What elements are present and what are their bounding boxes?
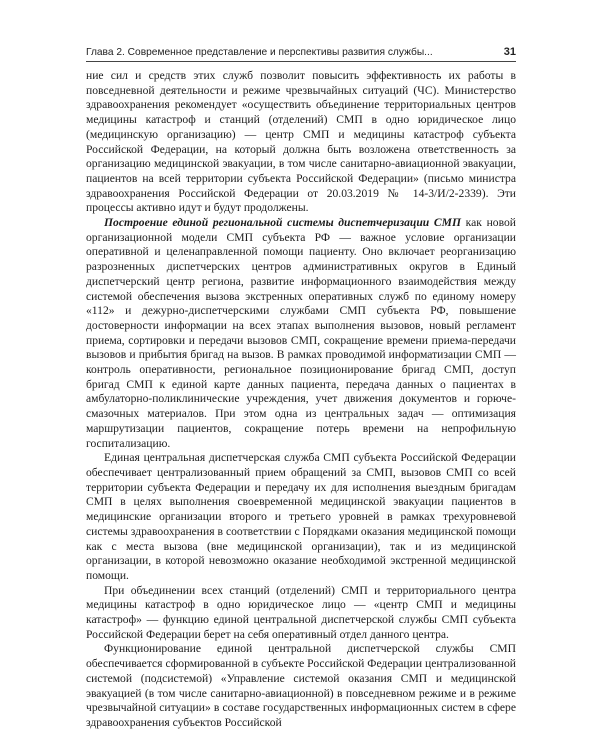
- chapter-title: Глава 2. Современное представление и перспективы развития службы...: [86, 47, 433, 58]
- running-header: [86, 46, 516, 58]
- paragraph-3: [86, 451, 516, 583]
- paragraph-4: [86, 584, 516, 643]
- paragraph-4-text: При объединении всех станций (отделений) СМП и территориального центра медицины катастроф в одно юридическое лицо — «центр СМП и медицины катастроф» — функцию единой центральной диспетчерской службы СМП субъекта Российской Федерации берет на себя оперативный отдел данного центра.: [86, 583, 516, 641]
- paragraph-5-text: Функционирование единой центральной диспетчерской службы СМП обеспечивается сформированной в субъекте Российской Федерации централизованной системой (подсистемой) «Управление системой оказания СМП и медицинской эвакуацией (в том числе санитарно-авиационной) в повседневном режиме и в режиме чрезвычайной ситуации» в составе государственных информационных систем в сфере здравоохранения субъектов Российской: [86, 642, 516, 729]
- header-rule: [86, 61, 516, 62]
- paragraph-1-text: ние сил и средств этих служб позволит повысить эффективность их работы в повседневной деятельности и режиме чрезвычайных ситуаций (ЧС). Министерство здравоохранения рекомендует «осуществить объединение территориальных центров медицины катастроф и станций (отделений) СМП в одно юридическое лицо (медицинскую организацию) — центр СМП и медицины катастроф субъекта Российской Федерации, на который должна быть возложена ответственность за организацию медицинской эвакуации, в том числе санитарно-авиационной эвакуации, пациентов на всей территории субъекта Российской Федерации» (письмо министра здравоохранения Российской Федерации от 20.03.2019 № 14-3/И/2-2339). Эти процессы активно идут и будут продолжены.: [86, 69, 516, 215]
- paragraph-3-text: Единая центральная диспетчерская служба СМП субъекта Российской Федерации обеспечивает централизованный прием обращений за СМП, вызовов СМП со всей территории субъекта Федерации и передачу их для исполнения выездным бригадам СМП в целях выполнения своевременной медицинской эвакуации пациентов в медицинские организации второго и третьего уровней в рамках трехуровневой системы здравоохранения в соответствии с Порядками оказания медицинской помощи как с места вызова (вне медицинской организации), так и из медицинской организации, в которой невозможно оказание необходимой экстренной медицинской помощи.: [86, 451, 516, 582]
- paragraph-1: [86, 69, 516, 216]
- paragraph-2-text: как новой организационной модели СМП субъекта РФ — важное условие организации оперативной и целенаправленной помощи пациенту. Оно включает реорганизацию разрозненных диспетчерских центров административных округов в Единый диспетчерский центр региона, развитие информационного взаимодействия между системой обеспечения вызова экстренных оперативных служб по единому номеру «112» и дежурно-диспетчерскими службами СМП субъекта РФ, повышение достоверности информации на всех этапах выполнения вызовов, новый регламент приема, сортировки и передачи вызовов СМП, сокращение времени приема-передачи вызовов и прибытия бригад на вызов. В рамках проводимой информатизации СМП — контроль оперативности, региональное позиционирование бригад СМП, доступ бригад СМП к единой карте данных пациента, передача данных о пациентах в амбулаторно-поликлинические учреждения, учет движения документов и горюче-смазочных материалов. При этом одна из центральных задач — оптимизация маршрутизации пациентов, сокращение потерь времени на непрофильную госпитализацию.: [86, 216, 517, 450]
- paragraph-2: [86, 216, 516, 451]
- paragraph-2-lead: Построение единой региональной системы диспетчеризации СМП: [104, 216, 461, 230]
- page-number: 31: [503, 46, 516, 58]
- body-text: [86, 69, 516, 731]
- paragraph-5: [86, 642, 516, 730]
